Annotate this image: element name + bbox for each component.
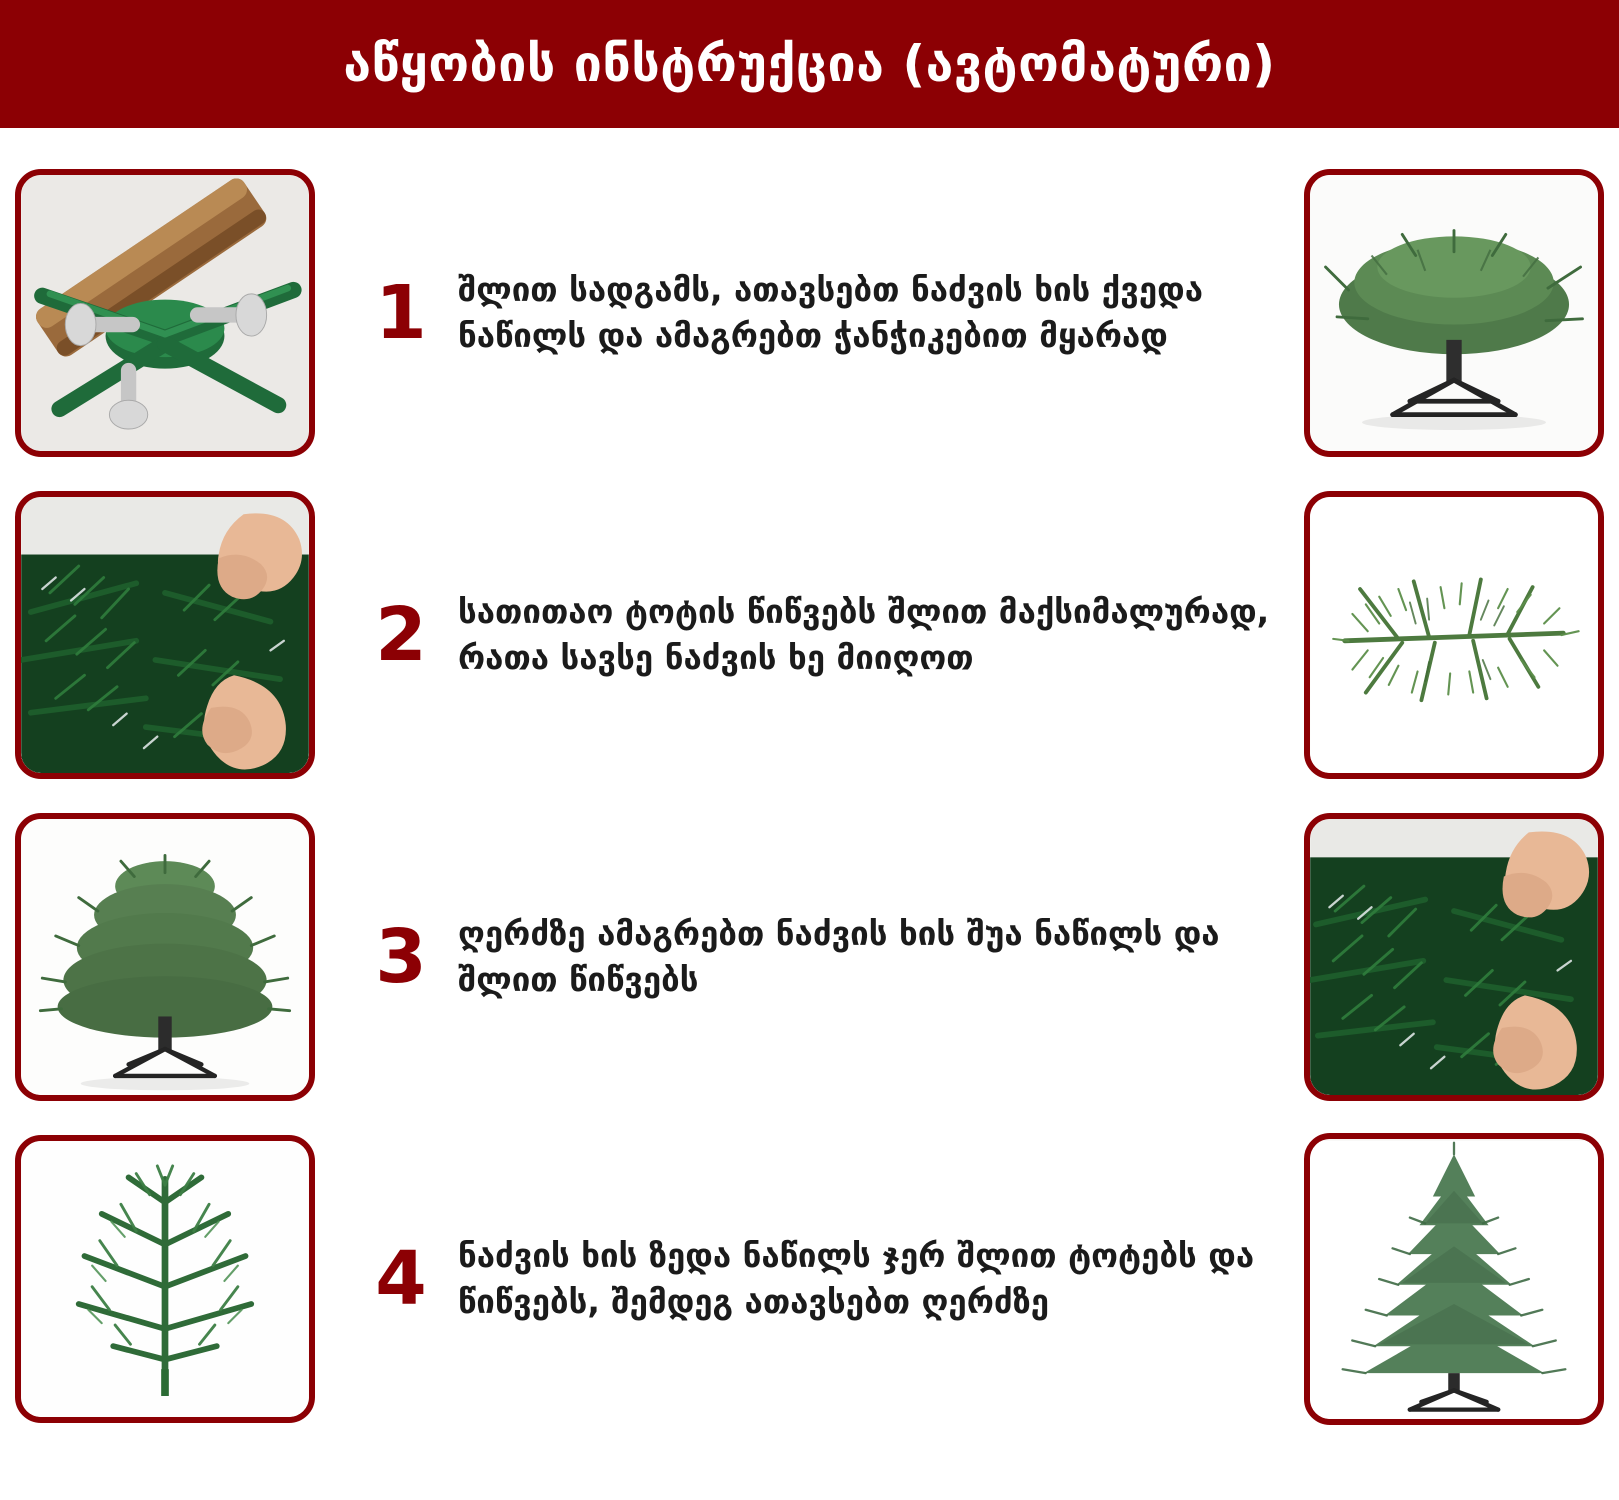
step-number: 2 xyxy=(375,592,427,678)
step-row xyxy=(0,152,1619,474)
image-single-artificial-branch xyxy=(1304,491,1604,779)
step-number: 3 xyxy=(375,914,427,1000)
step-text: ღერძზე ამაგრებთ ნაძვის ხის შუა ნაწილს და შლით წიწვებს xyxy=(458,914,1220,999)
step-2-left-image-cell xyxy=(0,491,330,779)
image-fully-assembled-christmas-tree xyxy=(1304,1133,1604,1425)
image-hands-spreading-branch-needles xyxy=(1304,813,1604,1101)
step-1-right-image-cell xyxy=(1289,169,1619,457)
step-4-right-image-cell xyxy=(1289,1133,1619,1425)
poster-header xyxy=(0,0,1619,128)
step-row xyxy=(0,474,1619,796)
step-1-content xyxy=(330,267,1289,358)
image-hands-spreading-branch-needles xyxy=(15,491,315,779)
image-tree-bottom-section-on-stand xyxy=(1304,169,1604,457)
step-2-right-image-cell xyxy=(1289,491,1619,779)
image-tree-top-section-branch xyxy=(15,1135,315,1423)
step-row xyxy=(0,796,1619,1118)
steps-list xyxy=(0,128,1619,1440)
step-3-left-image-cell xyxy=(0,813,330,1101)
step-text: სათითაო ტოტის წიწვებს შლით მაქსიმალურად, რათა სავსე ნაძვის ხე მიიღოთ xyxy=(458,592,1270,677)
step-text: შლით სადგამს, ათავსებთ ნაძვის ხის ქვედა ნაწილს და ამაგრებთ ჭანჭიკებით მყარად xyxy=(458,270,1203,355)
step-2-content xyxy=(330,589,1289,680)
image-tree-stand-bolts-closeup xyxy=(15,169,315,457)
step-4-left-image-cell xyxy=(0,1135,330,1423)
step-1-left-image-cell xyxy=(0,169,330,457)
image-tree-two-sections-assembled xyxy=(15,813,315,1101)
step-row xyxy=(0,1118,1619,1440)
step-text: ნაძვის ხის ზედა ნაწილს ჯერ შლით ტოტებს და წიწვებს, შემდეგ ათავსებთ ღერძზე xyxy=(458,1236,1255,1321)
step-4-content xyxy=(330,1233,1289,1324)
step-number: 1 xyxy=(375,270,427,356)
step-3-content xyxy=(330,911,1289,1002)
page-title: აწყობის ინსტრუქცია (ავტომატური) xyxy=(343,34,1276,93)
step-3-right-image-cell xyxy=(1289,813,1619,1101)
step-number: 4 xyxy=(375,1236,427,1322)
